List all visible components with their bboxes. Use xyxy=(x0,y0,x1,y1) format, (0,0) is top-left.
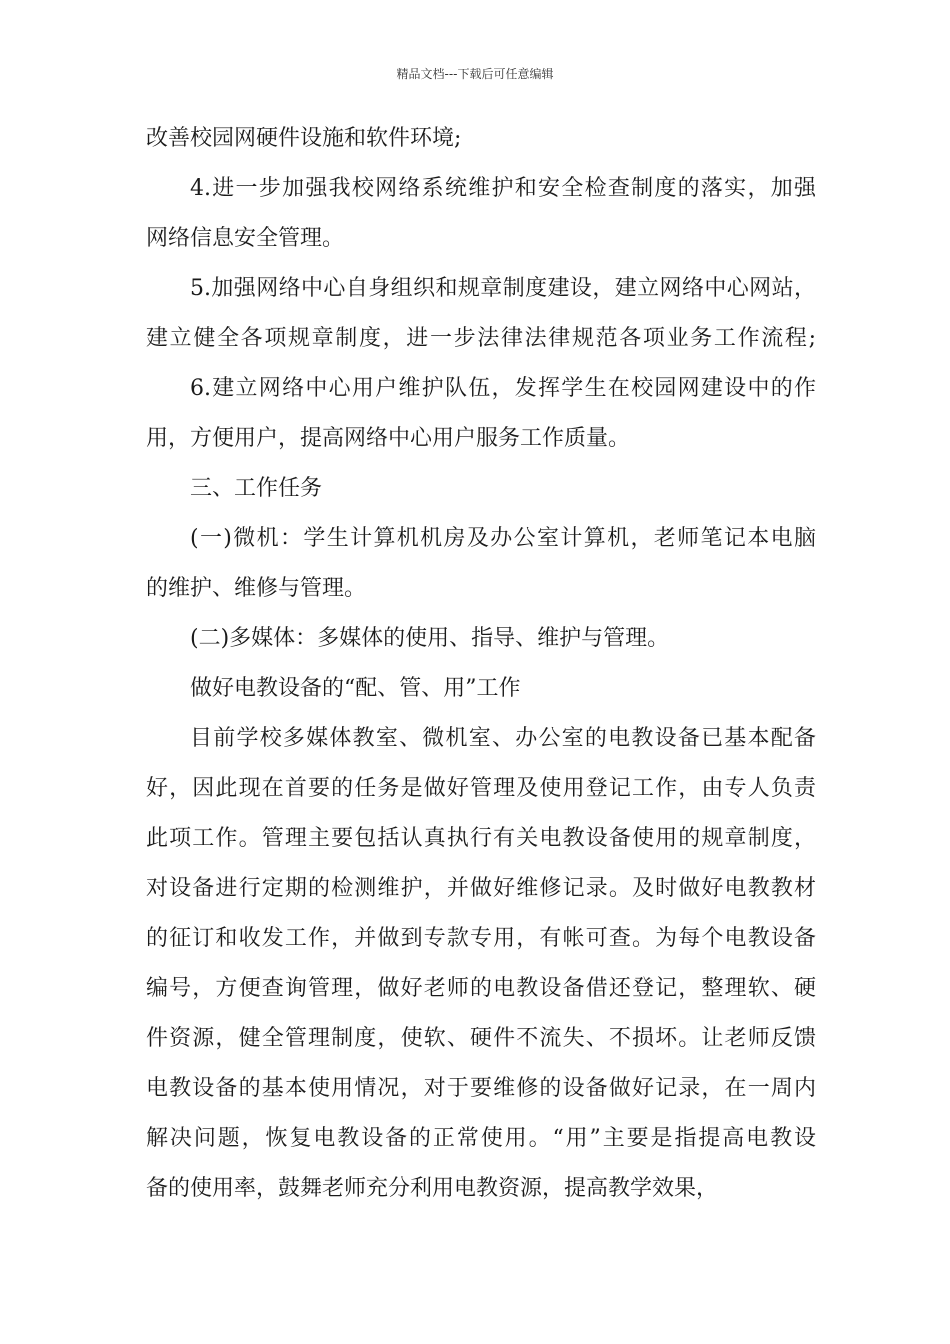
paragraph-line: 电教设备的基本使用情况，对于要维修的设备做好记录，在一周内 xyxy=(146,1076,816,1101)
section-heading: 三、工作任务 xyxy=(190,476,323,501)
paragraph-line: 好，因此现在首要的任务是做好管理及使用登记工作，由专人负责 xyxy=(146,776,816,801)
paragraph-line: 5.加强网络中心自身组织和规章制度建设，建立网络中心网站， xyxy=(190,276,816,301)
paragraph-line: (一)微机：学生计算机机房及办公室计算机，老师笔记本电脑 xyxy=(190,526,816,551)
paragraph-line: 6.建立网络中心用户维护队伍，发挥学生在校园网建设中的作 xyxy=(190,376,816,401)
paragraph-line: 编号，方便查询管理，做好老师的电教设备借还登记，整理软、硬 xyxy=(146,976,816,1001)
paragraph-line: 的征订和收发工作，并做到专款专用，有帐可查。为每个电教设备 xyxy=(146,926,816,951)
paragraph-line: 对设备进行定期的检测维护，并做好维修记录。及时做好电教教材 xyxy=(146,876,816,901)
paragraph-line: 件资源，健全管理制度，使软、硬件不流失、不损坏。让老师反馈 xyxy=(146,1026,816,1051)
paragraph-line: 的维护、维修与管理。 xyxy=(146,576,367,601)
paragraph-line: 网络信息安全管理。 xyxy=(146,226,345,251)
paragraph-line: 用，方便用户，提高网络中心用户服务工作质量。 xyxy=(146,426,631,451)
paragraph-line: 备的使用率，鼓舞老师充分利用电教资源，提高教学效果， xyxy=(146,1176,719,1201)
paragraph-line: 改善校园网硬件设施和软件环境; xyxy=(146,126,462,151)
paragraph-line: 做好电教设备的“配、管、用”工作 xyxy=(190,676,521,701)
paragraph-line: 4.进一步加强我校网络系统维护和安全检查制度的落实，加强 xyxy=(190,176,816,201)
paragraph-line: 解决问题，恢复电教设备的正常使用。“用”主要是指提高电教设 xyxy=(146,1126,816,1151)
paragraph-line: 建立健全各项规章制度，进一步法律法律规范各项业务工作流程; xyxy=(146,326,816,351)
paragraph-line: 此项工作。管理主要包括认真执行有关电教设备使用的规章制度， xyxy=(146,826,816,851)
paragraph-line: (二)多媒体：多媒体的使用、指导、维护与管理。 xyxy=(190,626,670,651)
document-body xyxy=(146,125,816,1225)
paragraph-line: 目前学校多媒体教室、微机室、办公室的电教设备已基本配备 xyxy=(190,726,816,751)
page-header: 精品文档---下载后可任意编辑 xyxy=(396,67,554,81)
